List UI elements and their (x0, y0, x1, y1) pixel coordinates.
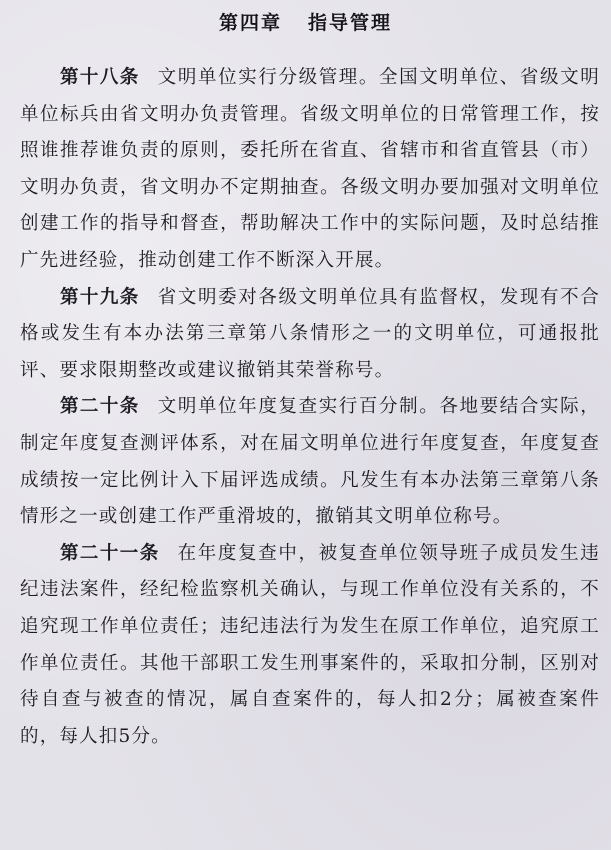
article-text: 省文明委对各级文明单位具有监督权，发现有不合格或发生有本办法第三章第八条情形之一的文明单位，可通报批评、要求限期整改或建议撤销其荣誉称号。 (20, 286, 600, 381)
article-19 (20, 280, 600, 390)
article-18 (20, 60, 600, 280)
article-number: 第十九条 (60, 286, 140, 308)
article-list (20, 60, 600, 755)
chapter-number: 第四章 (218, 12, 282, 34)
article-number: 第二十条 (60, 396, 140, 418)
article-number: 第十八条 (60, 67, 140, 88)
article-21 (20, 536, 600, 756)
article-number: 第二十一条 (60, 542, 160, 564)
article-text: 在年度复查中，被复查单位领导班子成员发生违纪违法案件，经纪检监察机关确认，与现工作单位没有关系的，不追究现工作单位责任；违纪违法行为发生在原工作单位，追究原工作单位责任。其他干部职工发生刑事案件的，采取扣分制，区别对待自查与被查的情况，属自查案件的，每人扣2分；属被查案件的，每人扣5分。 (20, 542, 600, 747)
article-20 (20, 389, 600, 535)
chapter-title (0, 8, 611, 38)
article-text: 文明单位实行分级管理。全国文明单位、省级文明单位标兵由省文明办负责管理。省级文明单位的日常管理工作，按照谁推荐谁负责的原则，委托所在省直、省辖市和省直管县（市）文明办负责，省文明办不定期抽查。各级文明办要加强对文明单位创建工作的指导和督查，帮助解决工作中的实际问题，及时总结推广先进经验，推动创建工作不断深入开展。 (20, 67, 600, 271)
chapter-name: 指导管理 (308, 12, 393, 34)
article-text: 文明单位年度复查实行百分制。各地要结合实际，制定年度复查测评体系，对在届文明单位进行年度复查，年度复查成绩按一定比例计入下届评选成绩。凡发生有本办法第三章第八条情形之一或创建工作严重滑坡的，撤销其文明单位称号。 (20, 396, 600, 528)
